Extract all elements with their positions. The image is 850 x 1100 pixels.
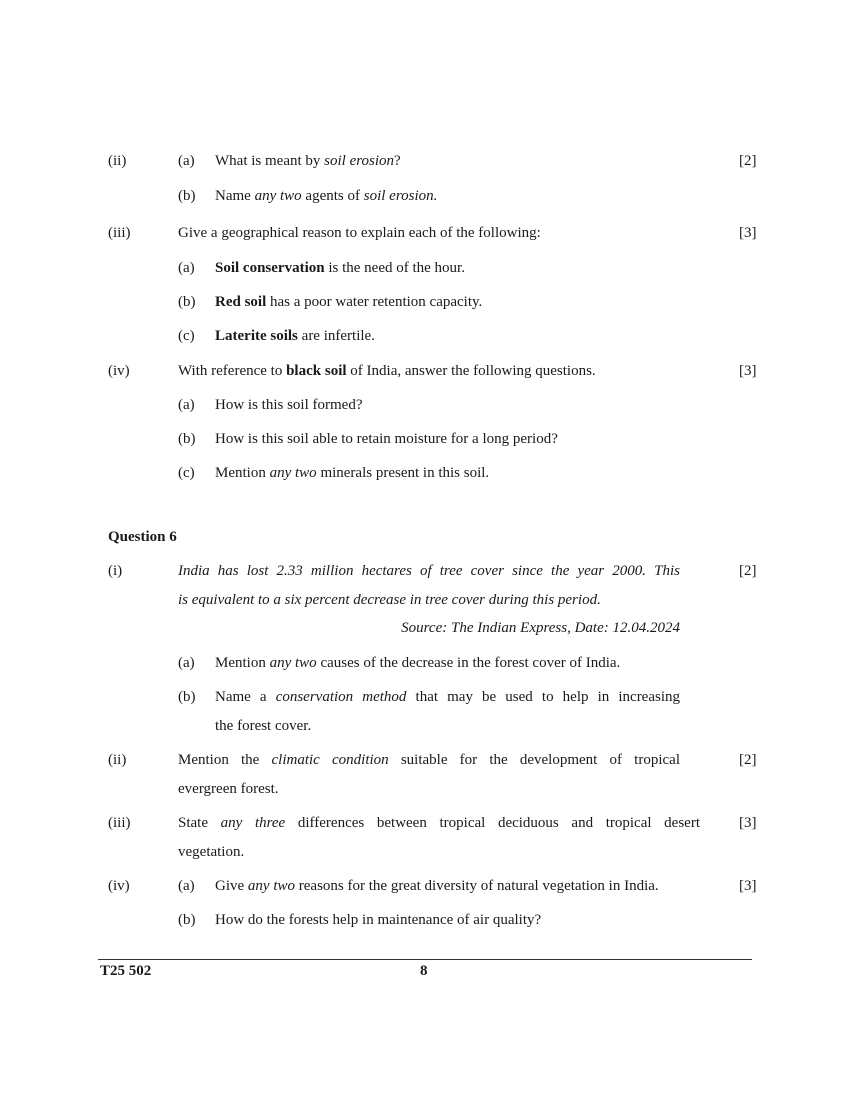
q5-iv-a-text: How is this soil formed? [215,397,363,413]
q6-iii-marks: [3] [739,815,757,831]
q6-ii-text-line1: Mention the climatic condition suitable for the development of tropical [178,752,680,768]
q6-i-source: Source: The Indian Express, Date: 12.04.2024 [401,620,680,636]
q6-ii-number: (ii) [108,752,127,768]
q6-i-b-text-line1: Name a conservation method that may be used to help in increasing [215,689,681,705]
q5-iii-text: Give a geographical reason to explain each of the following: [178,225,541,241]
q5-iv-text: With reference to black soil of India, answer the following questions. [178,363,596,379]
q5-iv-marks: [3] [739,363,757,379]
q6-i-a-label: (a) [178,655,195,671]
q6-iv-marks: [3] [739,878,757,894]
q5-ii-number: (ii) [108,153,127,169]
q6-iv-a-text: Give any two reasons for the great diversity of natural vegetation in India. [215,878,659,894]
q6-iii-text-line1: State any three differences between tropical deciduous and tropical desert [178,815,700,831]
q5-iv-c-text: Mention any two minerals present in this soil. [215,465,490,481]
q5-iii-b-text: Red soil has a poor water retention capacity. [215,294,483,310]
q6-i-marks: [2] [739,563,757,579]
q6-iv-b-text: How do the forests help in maintenance of air quality? [215,912,542,928]
q5-iii-a-label: (a) [178,260,195,276]
q5-iii-b-label: (b) [178,294,196,310]
q5-ii-b-text: Name any two agents of soil erosion. [215,188,438,204]
q6-iii-text-line2: vegetation. [178,844,245,860]
q6-ii-marks: [2] [739,752,757,768]
q5-iv-c-label: (c) [178,465,195,481]
paper-code: T25 502 [100,963,152,979]
q6-iv-b-label: (b) [178,912,196,928]
q6-i-quote-line1: India has lost 2.33 million hectares of tree cover since the year 2000. This [178,563,680,579]
q5-ii-marks: [2] [739,153,757,169]
q5-ii-b-label: (b) [178,188,196,204]
q5-ii-a-label: (a) [178,153,195,169]
q5-iii-number: (iii) [108,225,131,241]
q6-i-b-text-line2: the forest cover. [215,718,312,734]
q6-i-quote-line2: is equivalent to a six percent decrease in tree cover during this period. [178,592,601,608]
q6-ii-text-line2: evergreen forest. [178,781,279,797]
q5-iv-b-label: (b) [178,431,196,447]
q5-iv-a-label: (a) [178,397,195,413]
q6-i-a-text: Mention any two causes of the decrease in the forest cover of India. [215,655,621,671]
q6-iv-number: (iv) [108,878,130,894]
q5-iii-c-label: (c) [178,328,195,344]
q5-iv-number: (iv) [108,363,130,379]
q6-i-number: (i) [108,563,123,579]
q5-iii-c-text: Laterite soils are infertile. [215,328,375,344]
q5-ii-a-text: What is meant by soil erosion? [215,153,401,169]
q5-iv-b-text: How is this soil able to retain moisture for a long period? [215,431,558,447]
question-6-heading: Question 6 [108,529,177,545]
footer-divider [98,959,752,960]
q6-i-b-label: (b) [178,689,196,705]
q5-iii-marks: [3] [739,225,757,241]
q5-iii-a-text: Soil conservation is the need of the hour. [215,260,465,276]
q6-iii-number: (iii) [108,815,131,831]
page-number: 8 [420,963,428,979]
q6-iv-a-label: (a) [178,878,195,894]
